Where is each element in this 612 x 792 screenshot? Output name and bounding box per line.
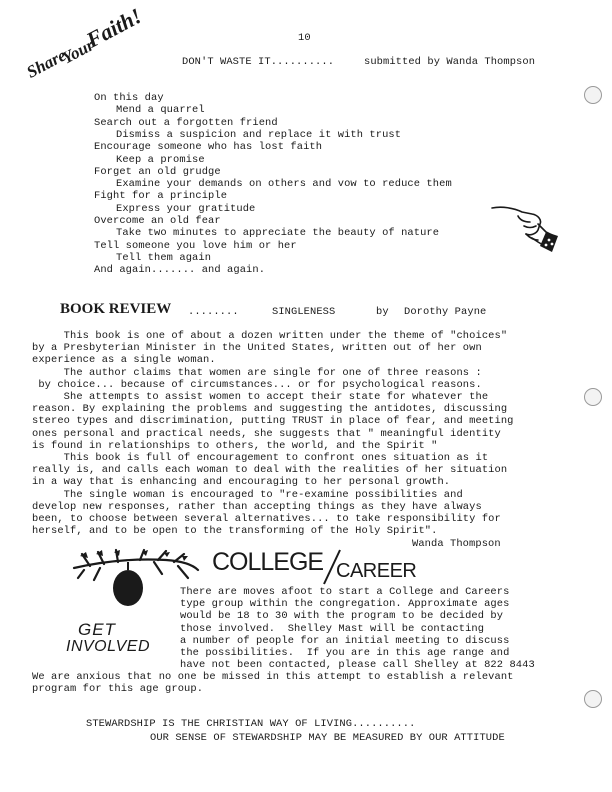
poem-line: Forget an old grudge bbox=[94, 165, 221, 178]
poem bbox=[94, 92, 514, 282]
review-line: been, to choose between several alternatives... to take responsibility for bbox=[32, 513, 501, 525]
review-line: is found in relationships to others, the world, and the Spirit " bbox=[32, 439, 438, 452]
logo-text bbox=[8, 2, 146, 82]
logo-word-3: Faith! bbox=[82, 2, 146, 53]
review-line: The author claims that women are single for one of three reasons : bbox=[32, 366, 482, 379]
review-line: reason. By explaining the problems and suggesting the antidotes, discussing bbox=[32, 403, 508, 416]
header-byline: submitted by Wanda Thompson bbox=[364, 56, 536, 68]
book-title: SINGLENESS bbox=[272, 306, 336, 318]
college-career-heading bbox=[212, 548, 432, 588]
college-line: program for this age group. bbox=[32, 683, 204, 696]
book-review-heading: BOOK REVIEW bbox=[60, 301, 172, 317]
college-line: those involved. Shelley Mast will be contacting bbox=[180, 622, 485, 635]
involved-label: INVOLVED bbox=[66, 638, 151, 655]
footer-line-2: OUR SENSE OF STEWARDSHIP MAY BE MEASURED BY OUR ATTITUDE bbox=[150, 732, 505, 744]
college-line: type group within the congregation. Approximate ages bbox=[180, 598, 510, 611]
footer-line-1: STEWARDSHIP IS THE CHRISTIAN WAY OF LIVING.......... bbox=[86, 718, 416, 730]
review-signature: Wanda Thompson bbox=[412, 538, 501, 550]
poem-line: Mend a quarrel bbox=[116, 104, 205, 117]
review-line: ones personal and practical needs, she suggests that " meaningful identity bbox=[32, 427, 501, 440]
college-career-body-full bbox=[32, 671, 602, 697]
review-line: experience as a single woman. bbox=[32, 354, 216, 367]
book-author: Dorothy Payne bbox=[404, 306, 487, 318]
poem-line: Take two minutes to appreciate the beauty of nature bbox=[116, 227, 440, 240]
review-line: stereo types and discrimination, putting TRUST in place of fear, and meeting bbox=[32, 415, 514, 428]
poem-line: Express your gratitude bbox=[116, 202, 256, 215]
logo-word-1: Share bbox=[23, 45, 70, 82]
review-line: develop new responses, rather than accepting things as they have always bbox=[32, 500, 482, 513]
review-line: She attempts to assist women to accept their state for whatever the bbox=[32, 391, 489, 403]
review-line: herself, and to be open to the transforming of the Holy Spirit". bbox=[32, 525, 438, 538]
page-number: 10 bbox=[298, 32, 311, 44]
review-line: This book is one of about a dozen written under the theme of "choices" bbox=[32, 330, 508, 342]
college-line: a number of people for an initial meeting to discuss bbox=[180, 634, 510, 647]
college-line: There are moves afoot to start a College and Careers bbox=[180, 586, 510, 598]
poem-line: Keep a promise bbox=[116, 153, 205, 166]
logo-word-2: Your bbox=[58, 35, 98, 68]
header-title: DON'T WASTE IT.......... bbox=[182, 56, 335, 68]
poem-line: Overcome an old fear bbox=[94, 215, 221, 227]
career-word: CAREER bbox=[336, 560, 417, 582]
poem-line: On this day bbox=[94, 92, 164, 104]
review-line: by choice... because of circumstances... or for psychological reasons. bbox=[32, 378, 482, 391]
poem-line: Fight for a principle bbox=[94, 190, 228, 203]
college-line: would be 18 to 30 with the program to be decided by bbox=[180, 610, 504, 623]
review-line: in a way that is enhancing and encouraging to her personal growth. bbox=[32, 476, 451, 489]
pointing-hand-icon bbox=[488, 196, 564, 256]
share-your-faith-logo bbox=[8, 2, 146, 82]
college-word: COLLEGE bbox=[212, 548, 324, 576]
review-line: really is, and calls each woman to deal with the realities of her situation bbox=[32, 464, 508, 477]
binder-hole-top bbox=[584, 86, 602, 104]
review-line: The single woman is encouraged to "re-examine possibilities and bbox=[32, 488, 463, 501]
review-line: This book is full of encouragement to confront ones situation as it bbox=[32, 452, 489, 464]
college-line: the possibilities. If you are in this age range and bbox=[180, 647, 510, 659]
poem-line: Tell someone you love him or her bbox=[94, 239, 297, 252]
poem-line: Encourage someone who has lost faith bbox=[94, 141, 323, 154]
review-line: by a Presbyterian Minister in the United States, written out of her own bbox=[32, 342, 482, 355]
poem-line: Search out a forgotten friend bbox=[94, 116, 278, 129]
book-review-body bbox=[32, 330, 592, 545]
college-line: We are anxious that no one be missed in this attempt to establish a relevant bbox=[32, 671, 514, 683]
poem-line: Tell them again bbox=[116, 251, 212, 264]
college-career-body bbox=[180, 586, 600, 674]
book-review-dots: ........ bbox=[188, 306, 239, 318]
poem-line: And again....... and again. bbox=[94, 264, 266, 277]
get-label: GET bbox=[78, 620, 116, 639]
book-by: by bbox=[376, 306, 389, 318]
college-line: have not been contacted, please call Shelley at 822 8443 bbox=[180, 659, 535, 672]
poem-line: Dismiss a suspicion and replace it with trust bbox=[116, 128, 402, 141]
poem-line: Examine your demands on others and vow to reduce them bbox=[116, 178, 452, 191]
